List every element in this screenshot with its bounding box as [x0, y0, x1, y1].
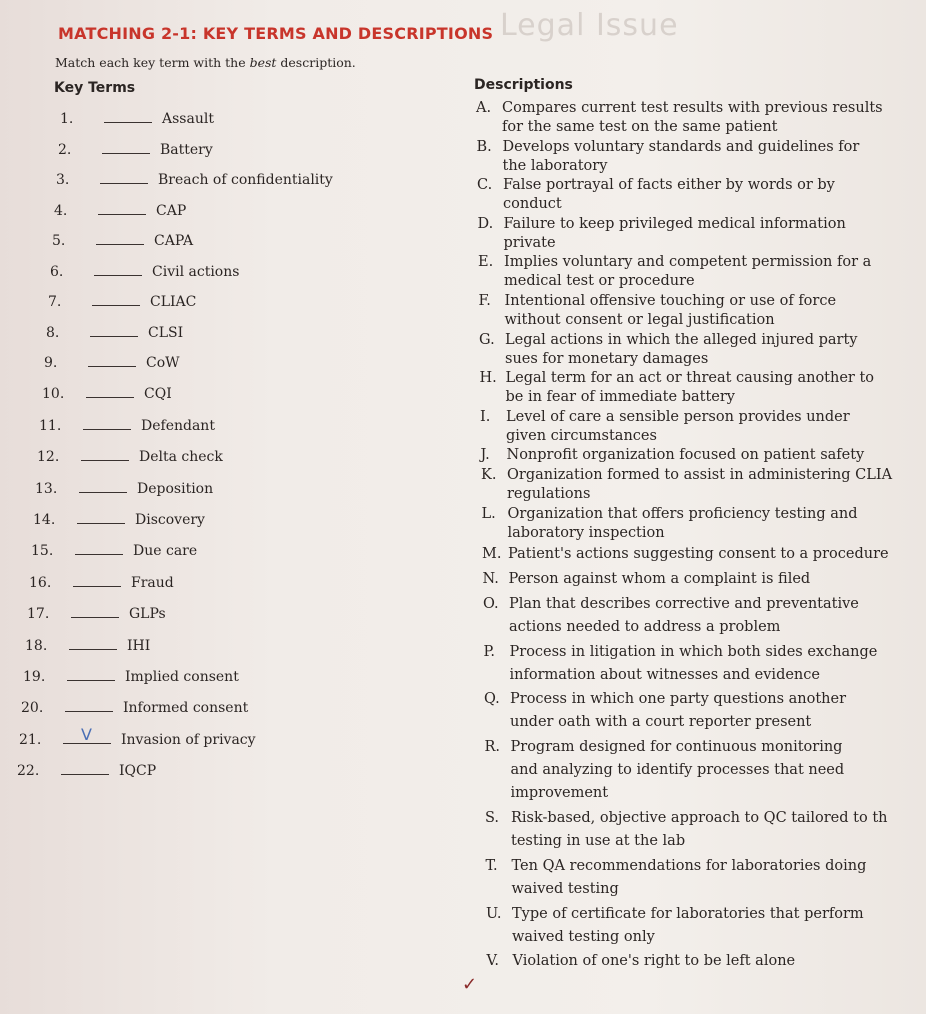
answer-blank[interactable]	[69, 637, 117, 650]
description-text: regulations	[507, 486, 591, 502]
description-item	[482, 505, 858, 543]
description-text: conduct	[503, 196, 562, 213]
description-text: Ten QA recommendations for laboratories doing	[511, 857, 867, 874]
key-term-row	[58, 141, 213, 158]
answer-blank[interactable]	[81, 448, 129, 461]
description-item	[479, 331, 857, 369]
answer-blank[interactable]	[92, 293, 140, 306]
key-term-number: 6.	[50, 264, 64, 280]
description-text: medical test or procedure	[504, 273, 695, 290]
description-letter: M.	[482, 546, 502, 563]
key-term-number: 1.	[60, 111, 74, 127]
answer-blank[interactable]	[98, 202, 146, 215]
description-letter: G.	[479, 331, 495, 348]
description-text: improvement	[510, 785, 609, 802]
key-term-row	[21, 699, 248, 716]
answer-blank[interactable]	[77, 511, 125, 524]
key-term-label: IQCP	[119, 763, 157, 779]
answer-blank[interactable]	[86, 385, 134, 398]
description-text: and analyzing to identify processes that need	[510, 762, 845, 779]
key-term-label: CAP	[156, 203, 187, 219]
key-term-label: Defendant	[141, 418, 215, 434]
answer-blank[interactable]	[88, 354, 136, 367]
key-term-number: 12.	[37, 449, 60, 465]
key-term-number: 17.	[27, 606, 50, 622]
answer-blank[interactable]	[75, 542, 123, 555]
key-term-row	[17, 762, 156, 779]
key-term-label: CLSI	[148, 325, 184, 341]
description-text: Plan that describes corrective and preventative	[509, 595, 859, 612]
description-item	[483, 568, 811, 591]
description-text: Level of care a sensible person provides under	[506, 408, 850, 425]
key-term-row	[39, 417, 215, 434]
description-text: under oath with a court reporter present	[510, 714, 812, 731]
description-item	[481, 446, 865, 465]
key-term-row	[46, 324, 183, 341]
descriptions-header: Descriptions	[474, 77, 573, 93]
answer-blank[interactable]	[67, 668, 115, 681]
description-item	[477, 176, 835, 214]
description-letter: B.	[476, 138, 492, 155]
key-term-number: 13.	[35, 481, 58, 497]
description-item	[487, 950, 796, 973]
description-text: Violation of one's right to be left alone	[512, 953, 796, 970]
key-term-number: 7.	[48, 294, 62, 310]
description-text: Develops voluntary standards and guidelines for	[502, 138, 860, 155]
description-letter: T.	[485, 857, 498, 874]
description-item	[485, 807, 887, 853]
description-item	[479, 292, 837, 330]
description-text: the laboratory	[502, 157, 608, 174]
key-term-number: 16.	[29, 575, 52, 591]
description-letter: R.	[484, 739, 501, 756]
key-terms-header: Key Terms	[54, 80, 136, 96]
key-term-row	[35, 480, 213, 497]
key-term-number: 14.	[33, 512, 56, 528]
description-item	[477, 138, 860, 176]
answer-blank[interactable]	[63, 725, 111, 744]
key-term-number: 21.	[19, 732, 42, 748]
description-text: Patient's actions suggesting consent to a procedure	[508, 546, 889, 563]
key-term-number: 11.	[39, 418, 62, 434]
description-item	[484, 688, 846, 734]
description-item	[485, 736, 845, 805]
key-term-number: 8.	[46, 325, 60, 341]
handwritten-check-mark: ✓	[462, 974, 478, 995]
description-text: False portrayal of facts either by words or by	[503, 177, 835, 194]
description-item	[483, 593, 859, 639]
description-text: Risk-based, objective approach to QC tailored to th	[511, 810, 888, 826]
description-letter: O.	[483, 595, 499, 612]
description-letter: H.	[479, 370, 497, 387]
description-item	[476, 99, 883, 137]
description-text: Type of certificate for laboratories that perform	[512, 905, 864, 922]
description-text: information about witnesses and evidence	[509, 666, 820, 683]
answer-blank[interactable]	[94, 263, 142, 276]
description-letter: U.	[486, 905, 502, 922]
answer-blank[interactable]	[73, 574, 121, 587]
description-item	[484, 641, 878, 687]
answer-blank[interactable]	[61, 762, 109, 775]
key-term-label: Breach of confidentiality	[158, 172, 333, 188]
key-term-number: 10.	[42, 386, 65, 402]
key-term-number: 18.	[25, 638, 48, 654]
page-bottom-edge	[0, 1014, 926, 1024]
description-text: Intentional offensive touching or use of force	[504, 293, 837, 309]
description-text: testing in use at the lab	[511, 833, 686, 849]
key-term-label: CoW	[146, 355, 180, 371]
description-text: Failure to keep privileged medical information	[503, 215, 846, 232]
description-item	[482, 543, 889, 566]
key-term-row	[31, 542, 197, 559]
description-letter: Q.	[484, 691, 500, 708]
description-text: Organization formed to assist in administering CLIA	[507, 467, 893, 483]
key-term-row	[42, 385, 172, 402]
key-term-row	[56, 171, 333, 188]
description-item	[480, 369, 875, 407]
key-term-label: Assault	[162, 111, 214, 127]
description-item	[486, 903, 864, 949]
description-text: given circumstances	[506, 427, 657, 444]
description-text: be in fear of immediate battery	[505, 389, 735, 406]
description-item	[480, 408, 850, 446]
answer-blank[interactable]	[100, 171, 148, 184]
key-term-label: CLIAC	[150, 294, 197, 310]
key-term-label: IHI	[127, 638, 151, 654]
key-term-label: Informed consent	[123, 700, 249, 716]
answer-blank[interactable]	[90, 324, 138, 337]
description-text: Nonprofit organization focused on patient safety	[506, 447, 865, 464]
description-letter: J.	[480, 447, 490, 464]
description-letter: E.	[478, 254, 494, 271]
key-term-row	[52, 232, 193, 249]
description-text: waived testing only	[512, 928, 655, 945]
key-term-row	[50, 263, 239, 280]
page-title: MATCHING 2-1: KEY TERMS AND DESCRIPTIONS	[58, 24, 494, 43]
description-letter: N.	[482, 571, 499, 587]
key-term-number: 19.	[23, 669, 46, 685]
key-term-row	[60, 110, 214, 127]
description-letter: L.	[481, 505, 496, 522]
description-text: Person against whom a complaint is filed	[508, 571, 811, 587]
background-faint-heading: Legal Issue	[500, 8, 679, 43]
description-text: Organization that offers proficiency testing and	[507, 505, 858, 522]
answer-blank[interactable]	[102, 141, 150, 154]
description-letter: F.	[478, 293, 491, 309]
key-term-label: CQI	[144, 386, 172, 402]
description-item	[481, 466, 892, 504]
description-text: Process in litigation in which both sides exchange	[509, 643, 878, 660]
key-term-row	[23, 668, 239, 685]
key-term-row	[48, 293, 196, 310]
key-term-row	[19, 725, 256, 748]
key-term-number: 3.	[56, 172, 70, 188]
description-item	[478, 215, 846, 253]
key-term-label: Discovery	[135, 512, 205, 528]
description-text: Compares current test results with previous results	[502, 100, 883, 116]
key-term-label: CAPA	[154, 233, 194, 249]
description-item	[486, 855, 867, 901]
description-letter: P.	[483, 643, 495, 660]
description-text: laboratory inspection	[507, 524, 665, 541]
key-term-row	[27, 605, 166, 622]
description-letter: D.	[477, 215, 494, 232]
description-text: Program designed for continuous monitoring	[510, 739, 843, 756]
key-term-label: Implied consent	[125, 669, 239, 685]
description-text: Implies voluntary and competent permission for a	[504, 254, 872, 271]
description-letter: C.	[477, 177, 493, 194]
answer-blank[interactable]	[83, 417, 131, 430]
description-text: Legal term for an act or threat causing another to	[505, 370, 875, 387]
instructions-text-2: description.	[276, 55, 356, 70]
key-term-row	[25, 637, 150, 654]
description-letter: S.	[485, 810, 500, 826]
key-term-number: 5.	[52, 233, 66, 249]
key-term-label: Battery	[160, 142, 213, 158]
key-term-row	[29, 574, 174, 591]
description-text: private	[503, 234, 556, 251]
description-text: Process in which one party questions another	[510, 691, 847, 708]
key-term-row	[33, 511, 205, 528]
key-term-number: 22.	[17, 763, 40, 779]
description-letter: K.	[481, 467, 497, 483]
key-term-label: Delta check	[139, 449, 223, 465]
description-text: without consent or legal justification	[504, 312, 775, 328]
description-text: sues for monetary damages	[505, 350, 709, 367]
key-term-row	[54, 202, 186, 219]
answer-blank[interactable]	[96, 232, 144, 245]
instructions-text-1: Match each key term with the	[55, 55, 250, 70]
key-term-number: 2.	[58, 142, 72, 158]
description-letter: I.	[480, 408, 491, 425]
answer-blank[interactable]	[79, 480, 127, 493]
description-text: waived testing	[511, 880, 619, 897]
key-term-label: GLPs	[129, 606, 166, 622]
description-text: Legal actions in which the alleged injured party	[505, 331, 858, 348]
key-term-label: Due care	[133, 543, 198, 559]
description-text: for the same test on the same patient	[502, 119, 778, 135]
key-term-row	[44, 354, 180, 371]
description-item	[478, 253, 871, 291]
description-letter: V.	[486, 953, 500, 970]
key-term-row	[37, 448, 223, 465]
handwritten-answer: V	[81, 725, 92, 744]
instructions-emphasis: best	[249, 55, 277, 70]
answer-blank[interactable]	[65, 699, 113, 712]
key-term-label: Fraud	[131, 575, 174, 591]
key-term-number: 20.	[21, 700, 44, 716]
description-text: actions needed to address a problem	[509, 618, 781, 635]
answer-blank[interactable]	[104, 110, 152, 123]
description-letter: A.	[476, 100, 492, 116]
key-term-number: 15.	[31, 543, 54, 559]
key-term-number: 4.	[54, 203, 68, 219]
key-term-label: Civil actions	[152, 264, 240, 280]
key-term-label: Invasion of privacy	[121, 732, 256, 748]
answer-blank[interactable]	[71, 605, 119, 618]
key-term-number: 9.	[44, 355, 58, 371]
key-term-label: Deposition	[137, 481, 214, 497]
instructions	[55, 55, 356, 70]
